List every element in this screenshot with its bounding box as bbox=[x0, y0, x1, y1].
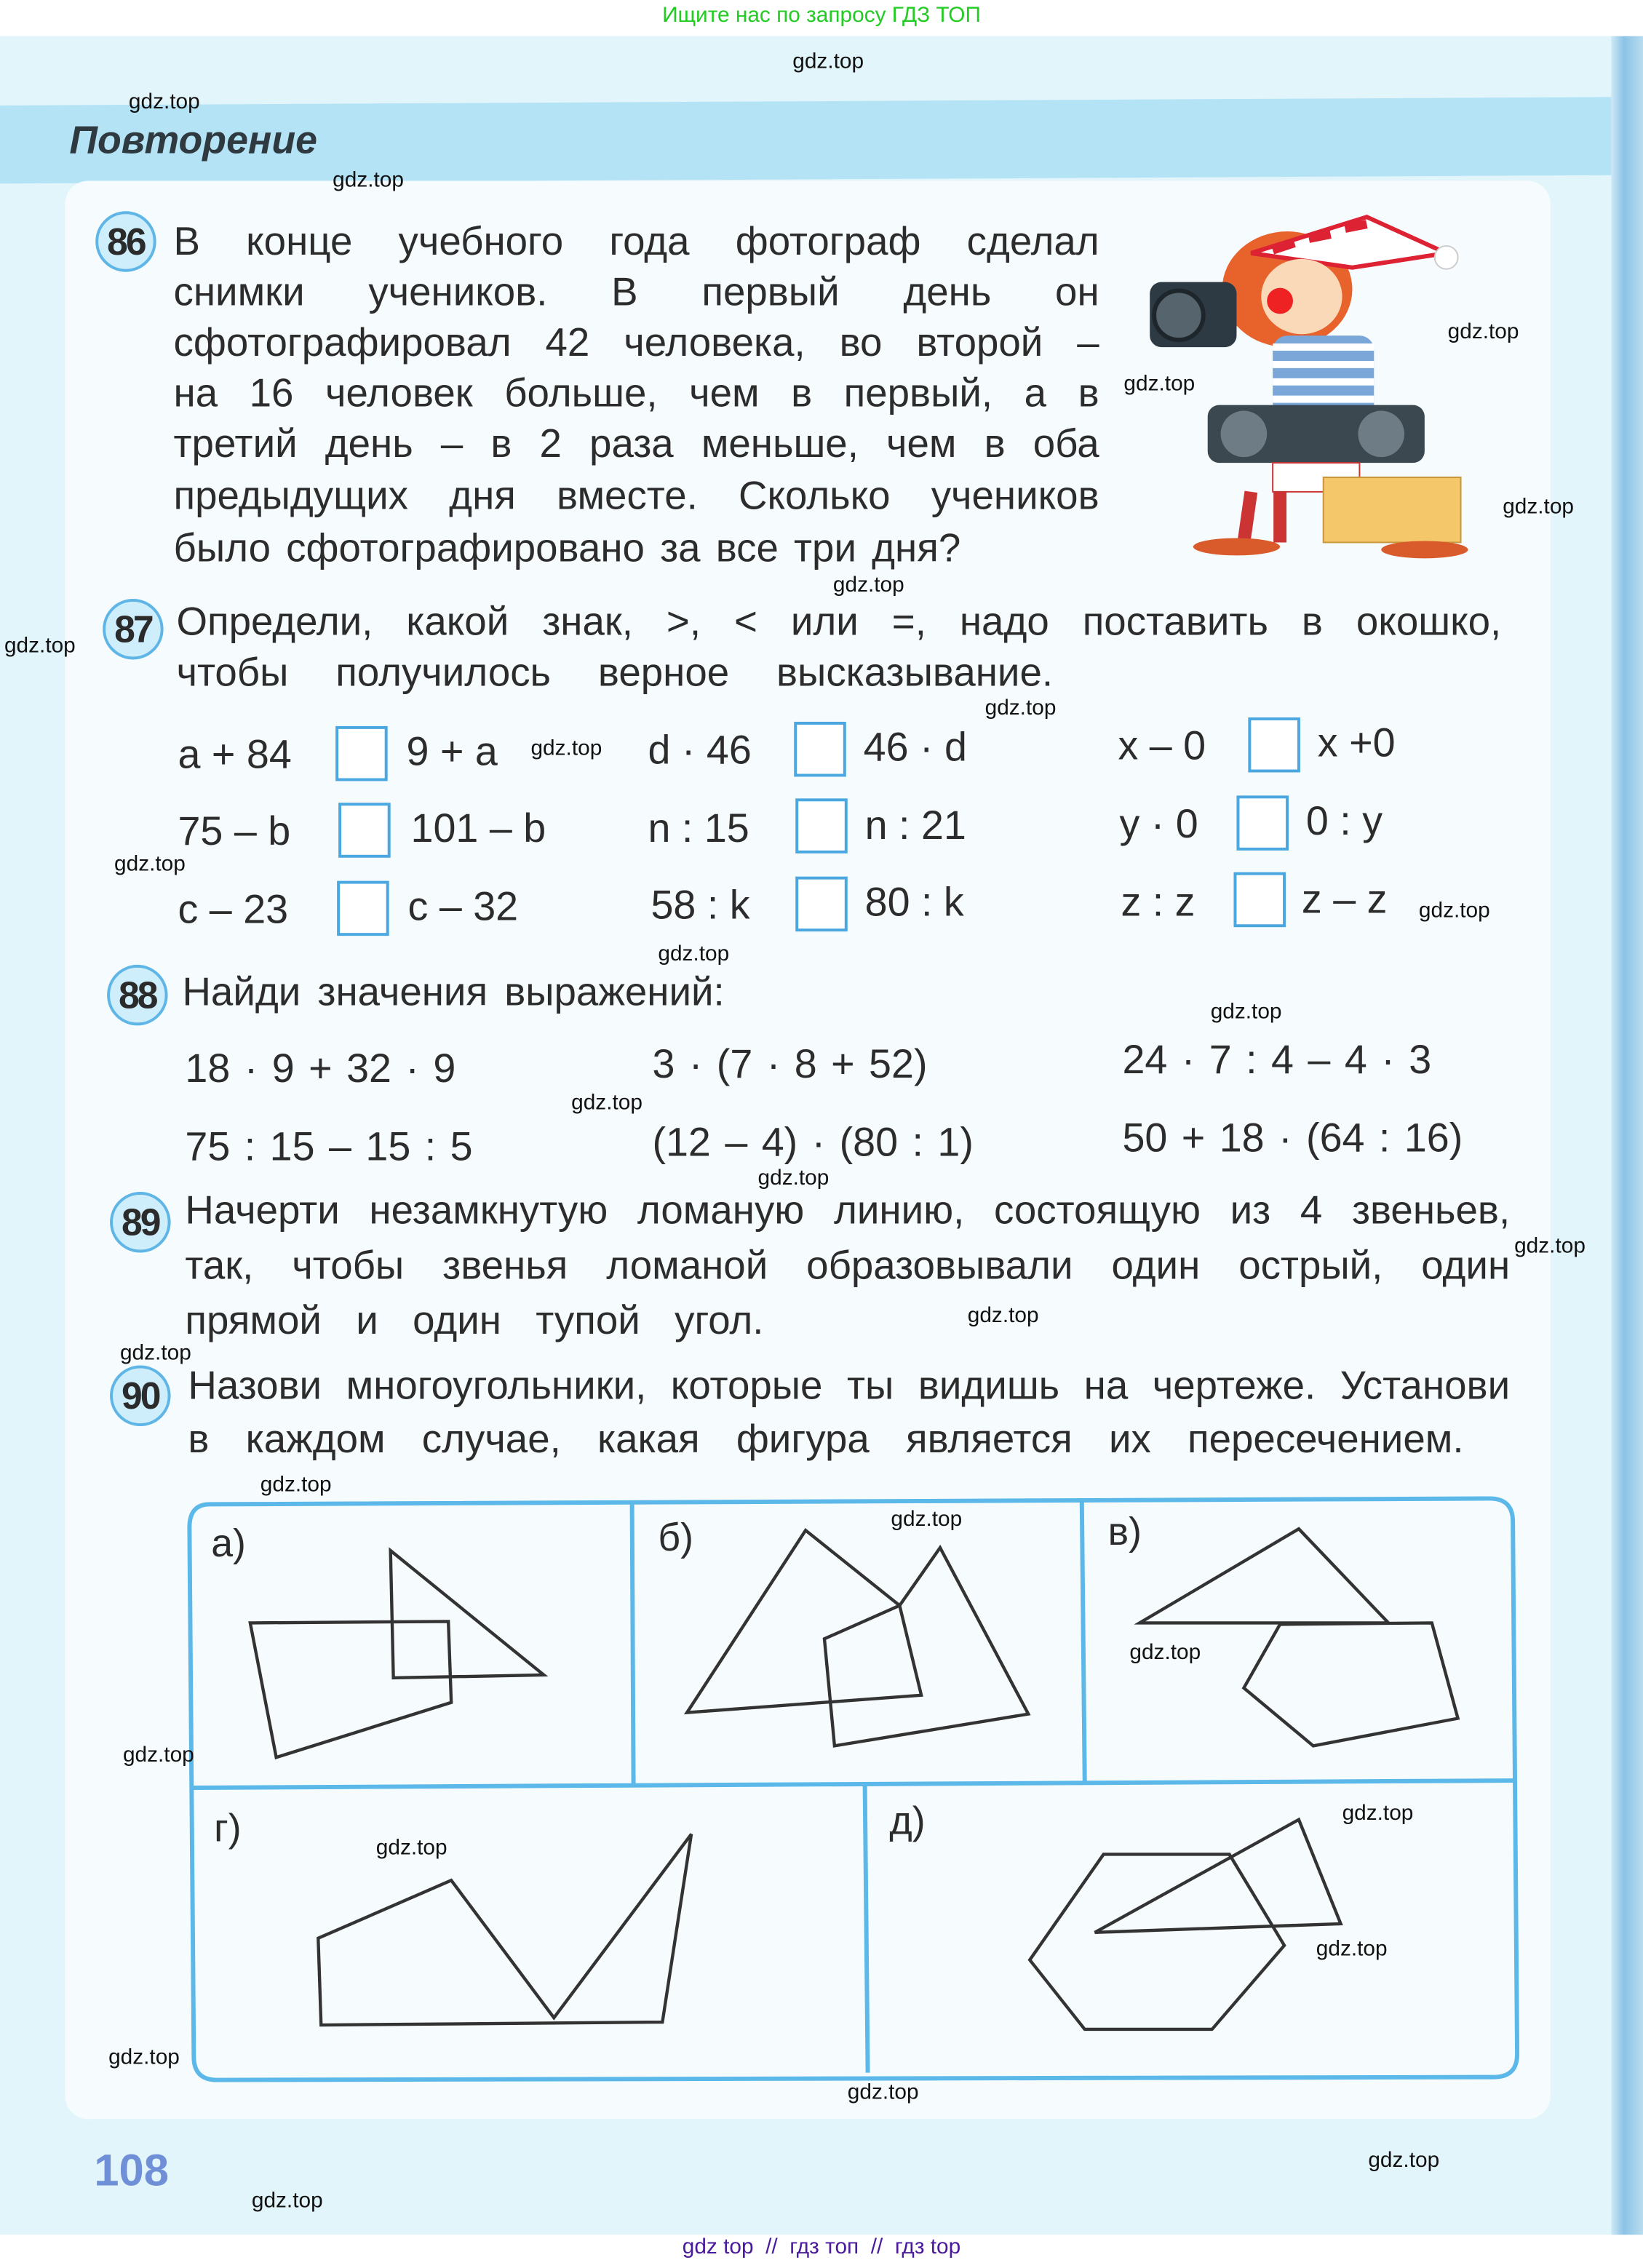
watermark: gdz.top bbox=[122, 1743, 194, 1768]
watermark: gdz.top bbox=[658, 942, 730, 966]
watermark: gdz.top bbox=[1368, 2148, 1440, 2173]
comparison-left: z : z bbox=[1121, 879, 1196, 925]
exercise-number-88: 88 bbox=[107, 965, 167, 1025]
watermark: gdz.top bbox=[119, 1340, 191, 1366]
exercise-89-line: так, чтобы звенья ломаной образовывали один острый, один bbox=[185, 1242, 1511, 1288]
expression: 3 · (7 · 8 + 52) bbox=[652, 1041, 928, 1086]
watermark: gdz.top bbox=[1342, 1800, 1414, 1826]
panel-label-d: д) bbox=[889, 1799, 926, 1843]
expression: 50 + 18 · (64 : 16) bbox=[1122, 1115, 1463, 1161]
exercise-number-86: 86 bbox=[95, 211, 156, 271]
watermark: gdz.top bbox=[571, 1090, 643, 1115]
comparison-right: 80 : k bbox=[864, 879, 964, 925]
watermark: gdz.top bbox=[530, 736, 602, 761]
exercise-86-line: было сфотографировано за все три дня? bbox=[173, 525, 961, 570]
comparison-right: 0 : y bbox=[1305, 798, 1383, 843]
comparison-left: 75 – b bbox=[178, 808, 291, 854]
watermark: gdz.top bbox=[1514, 1233, 1586, 1259]
exercise-89-line: Начерти незамкнутую ломаную линию, состоящую из 4 звеньев, bbox=[185, 1187, 1511, 1233]
comparison-left: n : 15 bbox=[648, 805, 749, 851]
exercise-88-title: Найди значения выражений: bbox=[182, 968, 725, 1014]
watermark: gdz.top bbox=[1418, 898, 1490, 923]
polygon-b-quadrilateral bbox=[687, 1530, 921, 1712]
expression: 18 · 9 + 32 · 9 bbox=[185, 1046, 456, 1091]
panel-label-b: б) bbox=[658, 1516, 694, 1559]
comparison-left: c – 23 bbox=[178, 886, 289, 932]
expression: 75 : 15 – 15 : 5 bbox=[185, 1123, 473, 1169]
watermark: gdz.top bbox=[1447, 319, 1519, 345]
watermark: gdz.top bbox=[114, 851, 186, 877]
comparison-right: 9 + a bbox=[406, 728, 498, 774]
search-banner: Ищите нас по запросу ГДЗ ТОП bbox=[662, 2, 981, 28]
exercise-number-90: 90 bbox=[110, 1366, 170, 1426]
exercise-86-line: снимки учеников. В первый день он bbox=[173, 268, 1099, 314]
expression: (12 – 4) · (80 : 1) bbox=[652, 1119, 974, 1165]
figure-divider bbox=[191, 1780, 1514, 1788]
exercise-number-87: 87 bbox=[103, 599, 163, 659]
polygon-d-triangle bbox=[1095, 1820, 1341, 1933]
comparison-right: n : 21 bbox=[864, 803, 966, 848]
comparison-right: 46 · d bbox=[863, 724, 967, 770]
watermark: gdz.top bbox=[128, 89, 200, 115]
polygon-b-quadrilateral-2 bbox=[824, 1548, 1028, 1746]
polygon-v-pentagon bbox=[1244, 1623, 1457, 1746]
exercise-89-line: прямой и один тупой угол. bbox=[185, 1297, 764, 1342]
comparison-right: 101 – b bbox=[410, 805, 546, 851]
comparison-left: a + 84 bbox=[178, 731, 292, 777]
polygon-a-triangle bbox=[391, 1551, 544, 1678]
exercise-90-line: в каждом случае, какая фигура является их пересечением. bbox=[188, 1416, 1464, 1461]
panel-label-a: а) bbox=[211, 1521, 246, 1565]
watermark: gdz.top bbox=[1316, 1936, 1388, 1962]
figure-divider bbox=[1082, 1501, 1085, 1782]
exercise-number-89: 89 bbox=[110, 1192, 170, 1252]
watermark: gdz.top bbox=[108, 2045, 180, 2070]
polygon-v-triangle bbox=[1139, 1529, 1388, 1623]
watermark: gdz.top bbox=[984, 696, 1057, 720]
watermark: gdz.top bbox=[260, 1472, 332, 1497]
comparison-left: 58 : k bbox=[651, 882, 750, 928]
exercise-86-line: сфотографировал 42 человека, во второй – bbox=[173, 319, 1099, 365]
watermark: gdz.top bbox=[333, 167, 404, 193]
watermark: gdz.top bbox=[847, 2080, 919, 2105]
exercise-87-line: чтобы получилось верное высказывание. bbox=[176, 649, 1054, 695]
watermark: gdz.top bbox=[4, 633, 76, 658]
watermark: gdz.top bbox=[1123, 371, 1196, 397]
exercise-86-line: предыдущих дня вместе. Сколько учеников bbox=[173, 473, 1099, 518]
watermark: gdz.top bbox=[1129, 1640, 1201, 1666]
comparison-right: c – 32 bbox=[407, 883, 519, 929]
panel-label-v: в) bbox=[1107, 1510, 1142, 1553]
watermark: gdz.top bbox=[1210, 999, 1282, 1024]
watermark: gdz.top bbox=[1503, 494, 1575, 520]
comparison-left: x – 0 bbox=[1118, 723, 1206, 768]
exercise-86-line: третий день – в 2 раза меньше, чем в оба bbox=[173, 421, 1099, 466]
exercise-86-line: на 16 человек больше, чем в первый, а в bbox=[173, 370, 1099, 415]
footer-links[interactable]: gdz top // гдз топ // гдз top bbox=[682, 2235, 961, 2260]
exercise-87-line: Определи, какой знак, >, < или =, надо поставить в окошко, bbox=[176, 598, 1502, 644]
watermark: gdz.top bbox=[757, 1166, 830, 1191]
watermark: gdz.top bbox=[251, 2188, 323, 2213]
comparison-left: y · 0 bbox=[1119, 801, 1198, 846]
figure-frame bbox=[189, 1498, 1517, 2080]
watermark: gdz.top bbox=[375, 1835, 447, 1861]
section-title: Повторение bbox=[69, 119, 317, 162]
polygon-d-hexagon bbox=[1030, 1854, 1284, 2029]
watermark: gdz.top bbox=[832, 573, 904, 597]
comparison-left: d · 46 bbox=[648, 727, 752, 773]
comparison-right: x +0 bbox=[1317, 720, 1396, 765]
panel-label-g: г) bbox=[214, 1806, 242, 1850]
watermark: gdz.top bbox=[967, 1303, 1039, 1328]
page-number: 108 bbox=[94, 2145, 170, 2196]
expression: 24 · 7 : 4 – 4 · 3 bbox=[1122, 1037, 1432, 1082]
exercise-90-line: Назови многоугольники, которые ты видишь на чертеже. Установи bbox=[188, 1362, 1511, 1408]
figure-divider bbox=[632, 1504, 634, 1786]
figure-divider bbox=[865, 1786, 868, 2073]
polygon-a-quadrilateral bbox=[250, 1621, 451, 1757]
watermark: gdz.top bbox=[792, 49, 864, 74]
comparison-right: z – z bbox=[1301, 876, 1388, 922]
exercise-86-line: В конце учебного года фотограф сделал bbox=[173, 218, 1099, 263]
watermark: gdz.top bbox=[891, 1507, 963, 1532]
polygon-g-hexagon bbox=[318, 1834, 691, 2025]
